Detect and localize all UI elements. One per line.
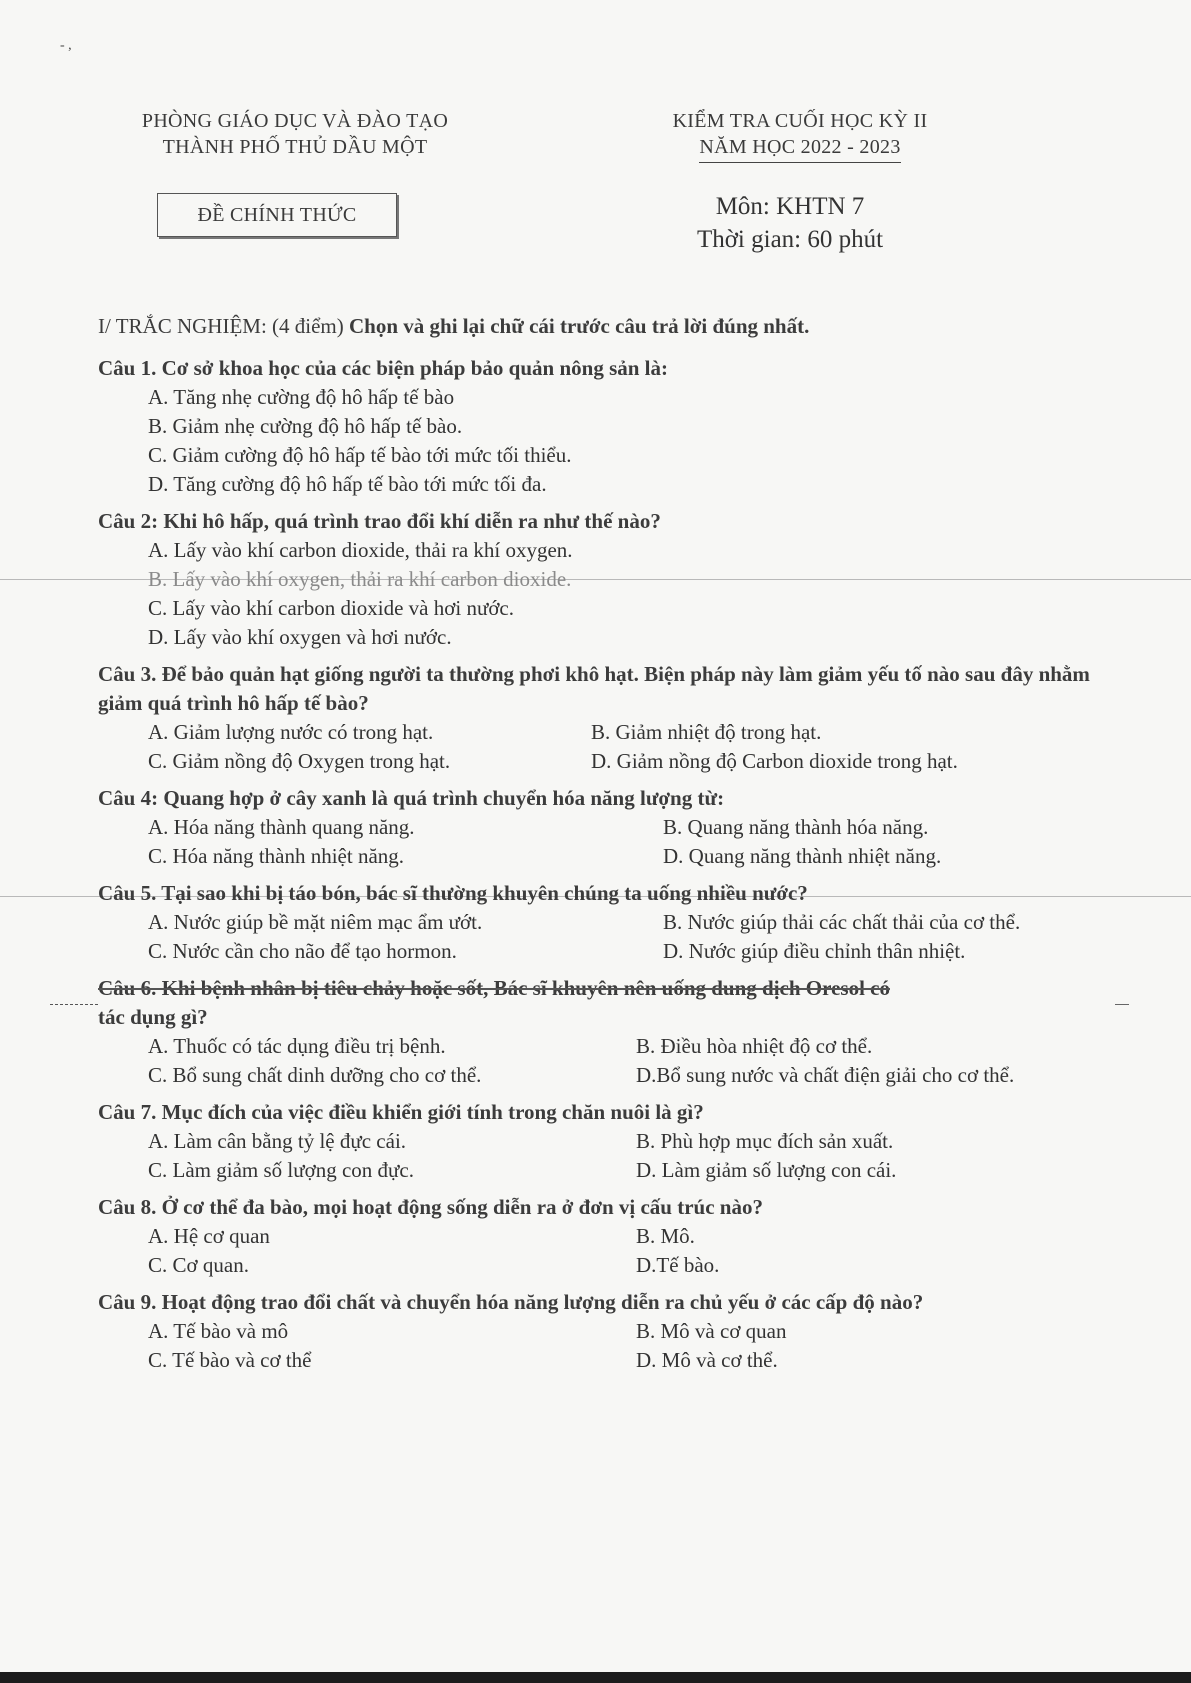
option-d: D. Nước giúp điều chỉnh thân nhiệt.: [663, 939, 966, 963]
option-c: C. Cơ quan.: [148, 1253, 249, 1277]
option-c: C. Giảm nồng độ Oxygen trong hạt.: [148, 749, 451, 773]
option-c: C. Giảm cường độ hô hấp tế bào tới mức tối thiểu.: [148, 443, 572, 467]
question-3: [98, 660, 1098, 776]
option-d: D. Mô và cơ thể.: [636, 1348, 778, 1372]
question-stem-line1: Câu 6. Khi bệnh nhân bị tiêu chảy hoặc sốt, Bác sĩ khuyên nên uống dung dịch Oresol có: [98, 976, 890, 1000]
exam-content: [98, 312, 1098, 1383]
question-stem: Câu 7. Mục đích của việc điều khiển giới tính trong chăn nuôi là gì?: [98, 1100, 704, 1124]
question-stem: Câu 3. Để bảo quản hạt giống người ta thường phơi khô hạt. Biện pháp này làm giảm yếu tố nào sau đây nhằm giảm quá trình hô hấp tế bào?: [98, 662, 1090, 715]
option-d: D. Tăng cường độ hô hấp tế bào tới mức tối đa.: [148, 472, 547, 496]
department-header: [100, 108, 490, 160]
option-a: A. Giảm lượng nước có trong hạt.: [148, 720, 434, 744]
option-a: A. Hóa năng thành quang năng.: [148, 815, 415, 839]
question-8: [98, 1193, 1098, 1280]
option-d: D.Tế bào.: [636, 1253, 720, 1277]
question-stem-line2: tác dụng gì?: [98, 1005, 208, 1029]
option-d: D. Lấy vào khí oxygen và hơi nước.: [148, 625, 452, 649]
option-b: B. Quang năng thành hóa năng.: [663, 815, 929, 839]
stray-mark: - ,: [60, 38, 72, 53]
scan-dash: [50, 1004, 98, 1005]
official-exam-box: [157, 193, 397, 237]
section-heading: [98, 312, 1098, 340]
question-9: [98, 1288, 1098, 1375]
subject-info: [640, 190, 940, 256]
question-4: [98, 784, 1098, 871]
option-b: B. Giảm nhẹ cường độ hô hấp tế bào.: [148, 414, 463, 438]
option-b: B. Mô.: [636, 1224, 695, 1248]
question-stem: [98, 974, 1098, 1032]
question-stem: Câu 9. Hoạt động trao đổi chất và chuyển hóa năng lượng diễn ra chủ yếu ở các cấp độ nào?: [98, 1290, 924, 1314]
exam-header: [620, 108, 980, 163]
option-a: A. Lấy vào khí carbon dioxide, thải ra khí oxygen.: [148, 538, 573, 562]
school-year: NĂM HỌC 2022 - 2023: [699, 134, 900, 163]
section-instruction: Chọn và ghi lại chữ cái trước câu trả lời đúng nhất.: [349, 314, 810, 338]
option-c: C. Bổ sung chất dinh dưỡng cho cơ thể.: [148, 1063, 482, 1087]
option-b: B. Mô và cơ quan: [636, 1319, 787, 1343]
subject-name: Môn: KHTN 7: [715, 193, 865, 220]
option-c: C. Làm giảm số lượng con đực.: [148, 1158, 414, 1182]
department-name: PHÒNG GIÁO DỤC VÀ ĐÀO TẠO: [141, 110, 449, 132]
section-label: I/ TRẮC NGHIỆM:: [98, 314, 267, 338]
question-2: [98, 507, 1098, 652]
question-6: [98, 974, 1098, 1090]
question-5: [98, 879, 1098, 966]
option-c: C. Hóa năng thành nhiệt năng.: [148, 844, 405, 868]
option-b: B. Lấy vào khí oxygen, thải ra khí carbon dioxide.: [148, 567, 572, 591]
option-c: C. Lấy vào khí carbon dioxide và hơi nước.: [148, 596, 515, 620]
option-c: C. Tế bào và cơ thể: [148, 1348, 312, 1372]
question-stem: Câu 2: Khi hô hấp, quá trình trao đổi khí diễn ra như thế nào?: [98, 509, 661, 533]
option-d: D. Giảm nồng độ Carbon dioxide trong hạt.: [591, 749, 958, 773]
option-a: A. Tăng nhẹ cường độ hô hấp tế bào: [148, 385, 455, 409]
question-7: [98, 1098, 1098, 1185]
city-name: THÀNH PHỐ THỦ DẦU MỘT: [162, 136, 428, 158]
exam-title: KIỂM TRA CUỐI HỌC KỲ II: [672, 110, 928, 132]
question-stem: Câu 1. Cơ sở khoa học của các biện pháp bảo quản nông sản là:: [98, 356, 668, 380]
scan-dash: [1115, 1004, 1129, 1005]
section-points: (4 điểm): [272, 314, 344, 338]
option-a: A. Thuốc có tác dụng điều trị bệnh.: [148, 1034, 446, 1058]
question-stem: Câu 4: Quang hợp ở cây xanh là quá trình chuyển hóa năng lượng từ:: [98, 786, 725, 810]
scan-bottom-edge: [0, 1672, 1191, 1683]
option-a: A. Hệ cơ quan: [148, 1224, 270, 1248]
exam-duration: Thời gian: 60 phút: [696, 226, 884, 253]
question-1: [98, 354, 1098, 499]
option-b: B. Nước giúp thải các chất thải của cơ thể.: [663, 910, 1021, 934]
option-b: B. Giảm nhiệt độ trong hạt.: [591, 720, 822, 744]
option-c: C. Nước cần cho não để tạo hormon.: [148, 939, 457, 963]
option-b: B. Phù hợp mục đích sản xuất.: [636, 1129, 894, 1153]
option-a: A. Nước giúp bề mặt niêm mạc ẩm ướt.: [148, 910, 483, 934]
option-a: A. Làm cân bằng tỷ lệ đực cái.: [148, 1129, 407, 1153]
option-b: B. Điều hòa nhiệt độ cơ thể.: [636, 1034, 873, 1058]
option-d: D.Bổ sung nước và chất điện giải cho cơ thể.: [636, 1063, 1015, 1087]
question-stem: Câu 8. Ở cơ thể đa bào, mọi hoạt động sống diễn ra ở đơn vị cấu trúc nào?: [98, 1195, 763, 1219]
option-a: A. Tế bào và mô: [148, 1319, 289, 1343]
option-d: D. Làm giảm số lượng con cái.: [636, 1158, 897, 1182]
question-stem: Câu 5. Tại sao khi bị táo bón, bác sĩ thường khuyên chúng ta uống nhiều nước?: [98, 881, 808, 905]
official-label: ĐỀ CHÍNH THỨC: [197, 203, 357, 226]
option-d: D. Quang năng thành nhiệt năng.: [663, 844, 942, 868]
